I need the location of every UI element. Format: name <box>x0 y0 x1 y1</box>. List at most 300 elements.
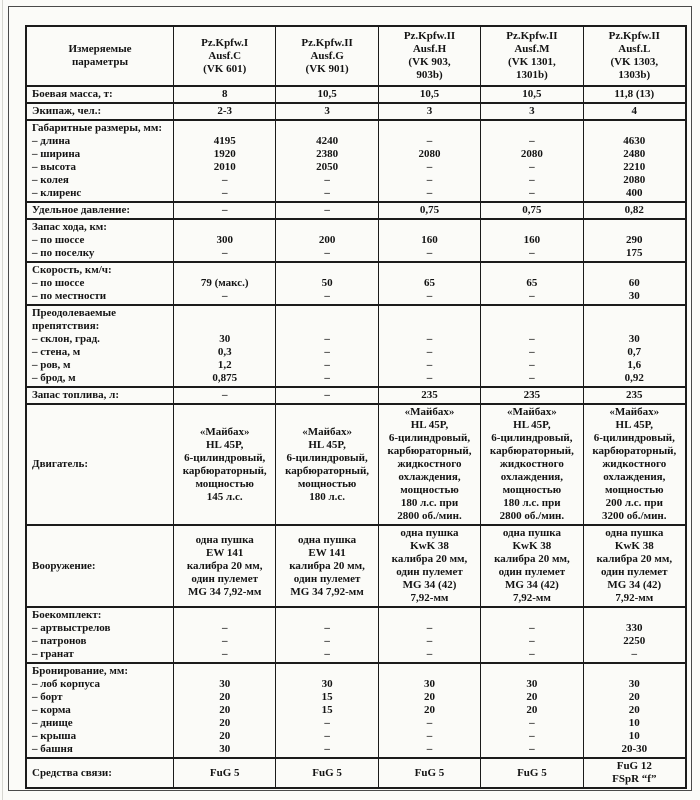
cell-line: – <box>426 135 433 147</box>
cell-line: 10,5 <box>522 88 542 100</box>
cell-line: Запас топлива, л: <box>32 389 120 401</box>
cell-fuel-col4 <box>480 388 582 403</box>
cell-line: – <box>221 187 228 199</box>
cell-line <box>177 320 272 333</box>
cell-line: – <box>324 717 330 729</box>
cell-range-col2 <box>275 220 377 261</box>
cell-line: – ширина <box>32 148 81 160</box>
cell-line: – <box>529 635 535 647</box>
cell-line: – <box>426 290 433 302</box>
cell-line: «Майбах» <box>404 406 455 418</box>
cell-line: 903b) <box>416 69 443 81</box>
cell-ground-pressure-col5 <box>583 203 685 218</box>
cell-line: KwK 38 <box>410 540 449 552</box>
cell-line <box>587 221 682 234</box>
section-obstacles <box>27 304 685 386</box>
cell-line: 6-цилиндровый, <box>286 451 368 464</box>
cell-engine-col3 <box>378 405 480 524</box>
cell-line: жидкостного <box>602 458 667 470</box>
cell-line: 1920 <box>213 148 236 160</box>
cell-line: – <box>324 730 330 742</box>
cell-header-col2 <box>275 27 377 85</box>
cell-combat-weight-col2 <box>275 87 377 102</box>
cell-line: 1,6 <box>627 359 642 371</box>
cell-line: EW 141 <box>308 546 346 559</box>
cell-line: KwK 38 <box>512 540 552 552</box>
cell-line: 2080 <box>520 148 543 160</box>
cell-line: – <box>426 333 433 345</box>
cell-line: «Майбах» <box>609 406 660 418</box>
cell-line: мощностью <box>297 477 357 490</box>
cell-line: 20 <box>219 704 231 716</box>
cell-range-col1 <box>173 220 275 261</box>
cell-engine-col4 <box>480 405 582 524</box>
cell-line: – <box>324 333 330 345</box>
cell-line <box>177 264 272 277</box>
cell-combat-weight-col5 <box>583 87 685 102</box>
cell-line: – <box>529 346 535 358</box>
cell-line: Ausf.L <box>618 43 651 55</box>
cell-line <box>382 609 477 622</box>
cell-line: – <box>529 743 535 755</box>
cell-line: – стена, м <box>32 346 81 358</box>
cell-line: 7,92-мм <box>512 592 551 604</box>
cell-line: 20 <box>628 704 640 716</box>
cell-line: 20 <box>526 691 538 703</box>
row-label-dimensions <box>27 121 173 201</box>
cell-ground-pressure-col4 <box>480 203 582 218</box>
cell-line: – <box>529 187 535 199</box>
cell-line: – <box>529 135 535 147</box>
cell-header-col1 <box>173 27 275 85</box>
cell-line: – <box>529 174 535 186</box>
cell-line: 200 <box>318 234 336 246</box>
cell-fuel-col1 <box>173 388 275 403</box>
cell-line: – <box>426 372 433 384</box>
cell-line <box>177 122 272 135</box>
cell-line: (VK 1301, <box>508 56 556 68</box>
cell-line: FuG 12 <box>616 760 652 772</box>
cell-line: – <box>221 174 228 186</box>
cell-line: – крыша <box>32 730 77 742</box>
cell-line: 2380 <box>316 148 339 160</box>
cell-line: (VK 601) <box>203 62 247 75</box>
cell-line <box>279 609 374 622</box>
cell-line: HL 45P, <box>410 419 449 431</box>
cell-line <box>587 264 682 277</box>
cell-line: 180 л.с. <box>309 490 345 503</box>
cell-line: 6-цилиндровый, <box>184 451 266 464</box>
cell-line: – по местности <box>32 290 107 302</box>
section-armor <box>27 662 685 757</box>
cell-line: 235 <box>626 389 643 401</box>
cell-speed-col3 <box>378 263 480 304</box>
cell-line <box>587 320 682 333</box>
section-fuel <box>27 386 685 403</box>
section-engine <box>27 403 685 524</box>
cell-line <box>484 264 579 277</box>
cell-line: – <box>529 161 535 173</box>
cell-line: – по поселку <box>32 247 95 259</box>
cell-line: – <box>324 247 330 259</box>
cell-line: – <box>324 743 330 755</box>
cell-comms-col4 <box>480 759 582 787</box>
cell-engine-col2 <box>275 405 377 524</box>
section-speed <box>27 261 685 304</box>
cell-armor-col2 <box>275 664 377 757</box>
cell-ground-pressure-col3 <box>378 203 480 218</box>
cell-line: «Майбах» <box>302 425 352 438</box>
cell-line: Двигатель: <box>32 458 88 470</box>
cell-line: 30 <box>219 678 231 690</box>
cell-ammunition-col3 <box>378 608 480 662</box>
cell-line: – <box>426 648 433 660</box>
cell-line <box>382 264 477 277</box>
cell-line: – <box>324 174 330 186</box>
cell-line: 20 <box>219 730 231 742</box>
cell-line: охлаждения, <box>398 471 461 483</box>
cell-line: – борт <box>32 691 63 703</box>
row-label-engine <box>27 405 173 524</box>
cell-ammunition-col4 <box>480 608 582 662</box>
cell-line: Pz.Kpfw.II <box>403 30 456 42</box>
cell-line: Ausf.M <box>514 43 550 55</box>
cell-line: Экипаж, чел.: <box>32 105 102 117</box>
cell-line: – <box>221 204 228 216</box>
cell-line: 0,7 <box>627 346 642 358</box>
cell-fuel-col3 <box>378 388 480 403</box>
cell-line: Боекомплект: <box>32 609 102 621</box>
cell-line: 1,2 <box>217 359 232 371</box>
cell-dimensions-col3 <box>378 121 480 201</box>
cell-ground-pressure-col1 <box>173 203 275 218</box>
cell-range-col5 <box>583 220 685 261</box>
cell-line: мощностью <box>195 477 254 490</box>
cell-line: один пулемет <box>293 572 361 585</box>
cell-line: 4 <box>631 105 638 117</box>
cell-line: 0,82 <box>624 204 644 216</box>
cell-line: карбюраторный, <box>182 464 267 477</box>
cell-line: 3 <box>529 105 535 117</box>
cell-line: 2250 <box>623 635 646 647</box>
cell-line: 7,92-мм <box>410 592 449 604</box>
row-label-obstacles <box>27 306 173 386</box>
cell-line: 6-цилиндровый, <box>388 432 471 444</box>
cell-line: – патронов <box>32 635 87 647</box>
cell-line: одна пушка <box>400 527 459 539</box>
cell-line: 7,92-мм <box>615 592 654 604</box>
cell-line: Ausf.G <box>310 49 344 62</box>
cell-line: калибра 20 мм, <box>494 553 570 565</box>
cell-line: карбюраторный, <box>387 445 472 457</box>
cell-dimensions-col2 <box>275 121 377 201</box>
cell-header-col3 <box>378 27 480 85</box>
cell-line: – <box>426 346 433 358</box>
cell-line <box>484 609 579 622</box>
cell-line: 79 (макс.) <box>200 277 249 289</box>
cell-engine-col1 <box>173 405 275 524</box>
cell-line: Габаритные размеры, мм: <box>32 122 163 134</box>
cell-speed-col1 <box>173 263 275 304</box>
cell-line: 8 <box>221 88 228 100</box>
cell-line: 20 <box>423 691 435 703</box>
cell-line: – высота <box>32 161 77 173</box>
cell-obstacles-col2 <box>275 306 377 386</box>
tank-spec-table <box>25 25 687 789</box>
cell-line: MG 34 (42) <box>402 579 457 591</box>
cell-line: 2-3 <box>217 105 233 117</box>
cell-line: 10,5 <box>317 88 337 100</box>
cell-armament-col3 <box>378 526 480 606</box>
cell-line: 300 <box>216 234 233 246</box>
cell-line: Скорость, км/ч: <box>32 264 112 276</box>
cell-line: одна пушка <box>605 527 664 539</box>
cell-line: Ausf.C <box>208 49 242 62</box>
cell-line: одна пушка <box>502 527 561 539</box>
cell-line: – склон, град. <box>32 333 100 345</box>
cell-line: (VK 901) <box>305 62 349 75</box>
row-label-header <box>27 27 173 85</box>
cell-line: один пулемет <box>498 566 566 578</box>
cell-line: 60 <box>628 277 640 289</box>
cell-line: 6-цилиндровый, <box>491 432 573 444</box>
cell-crew-col5 <box>583 104 685 119</box>
cell-line: FuG 5 <box>517 766 547 779</box>
cell-line <box>279 665 374 678</box>
row-label-combat-weight <box>27 87 173 102</box>
cell-line: HL 45P, <box>308 438 346 451</box>
cell-line: 180 л.с. при <box>503 497 561 509</box>
cell-header-col4 <box>480 27 582 85</box>
cell-armament-col1 <box>173 526 275 606</box>
cell-line <box>484 307 579 320</box>
cell-line: 200 л.с. при <box>605 497 663 509</box>
cell-line: 145 л.с. <box>206 490 243 503</box>
cell-line: – <box>324 622 330 634</box>
cell-armor-col1 <box>173 664 275 757</box>
cell-line: Преодолеваемые <box>32 307 116 319</box>
cell-line: – <box>324 648 330 660</box>
cell-armor-col5 <box>583 664 685 757</box>
cell-line: 2050 <box>316 161 339 173</box>
cell-line: один пулемет <box>191 572 258 585</box>
cell-line: одна пушка <box>195 533 254 546</box>
section-combat-weight <box>27 85 685 102</box>
cell-line: – <box>529 622 535 634</box>
cell-line: FuG 5 <box>209 766 240 779</box>
cell-comms-col5 <box>583 759 685 787</box>
cell-line: FuG 5 <box>312 766 342 779</box>
cell-line: FSpR “f” <box>612 773 657 785</box>
cell-line: 3200 об./мин. <box>602 510 667 522</box>
cell-line: – лоб корпуса <box>32 678 100 690</box>
cell-line: препятствия: <box>32 320 100 332</box>
section-ammunition <box>27 606 685 662</box>
cell-line: 235 <box>523 389 541 401</box>
cell-line: 15 <box>321 704 333 716</box>
cell-obstacles-col4 <box>480 306 582 386</box>
cell-line: 1303b) <box>618 69 651 81</box>
cell-line: 0,875 <box>212 372 238 384</box>
cell-line: мощностью <box>605 484 664 496</box>
cell-line: 2080 <box>623 174 646 186</box>
cell-speed-col2 <box>275 263 377 304</box>
cell-line: 65 <box>526 277 538 289</box>
row-label-range <box>27 220 173 261</box>
cell-line: – <box>529 359 535 371</box>
cell-line <box>382 320 477 333</box>
cell-speed-col4 <box>480 263 582 304</box>
cell-line: 2800 об./мин. <box>397 510 462 522</box>
cell-line: один пулемет <box>601 566 668 578</box>
row-label-crew <box>27 104 173 119</box>
cell-line: 65 <box>423 277 435 289</box>
cell-ammunition-col2 <box>275 608 377 662</box>
cell-line: Измеряемые <box>68 43 132 55</box>
cell-line: HL 45P, <box>513 419 551 431</box>
cell-line: 4240 <box>316 135 339 147</box>
cell-line: мощностью <box>502 484 562 496</box>
cell-line <box>587 665 682 678</box>
cell-line: – <box>221 635 228 647</box>
cell-comms-col2 <box>275 759 377 787</box>
cell-line: калибра 20 мм, <box>186 559 263 572</box>
cell-line: – башня <box>32 743 73 755</box>
cell-line: Pz.Kpfw.II <box>301 36 353 49</box>
cell-line: – <box>426 359 433 371</box>
cell-line: Вооружение: <box>32 559 96 572</box>
cell-line: HL 45P, <box>615 419 654 431</box>
section-comms <box>27 757 685 787</box>
cell-line: – артвыстрелов <box>32 622 111 634</box>
cell-speed-col5 <box>583 263 685 304</box>
cell-line: (VK 903, <box>408 56 451 68</box>
cell-line: KwK 38 <box>614 540 654 552</box>
cell-crew-col3 <box>378 104 480 119</box>
cell-line: 2080 <box>418 148 441 160</box>
cell-combat-weight-col3 <box>378 87 480 102</box>
cell-line <box>177 221 272 234</box>
cell-line: 160 <box>421 234 438 246</box>
cell-line: калибра 20 мм, <box>289 559 365 572</box>
cell-line: 175 <box>626 247 643 259</box>
cell-line: – <box>529 648 535 660</box>
cell-line: карбюраторный, <box>285 464 370 477</box>
cell-line: 30 <box>219 333 231 345</box>
cell-line: – <box>426 635 433 647</box>
cell-line: Pz.Kpfw.II <box>506 30 558 42</box>
cell-line: 10 <box>628 717 640 729</box>
cell-line: 20 <box>219 691 231 703</box>
cell-line: 290 <box>626 234 643 246</box>
cell-line: – <box>529 730 535 742</box>
cell-line: – <box>221 622 228 634</box>
cell-line: – <box>426 743 433 755</box>
cell-line: 0,75 <box>419 204 440 216</box>
cell-line <box>484 221 579 234</box>
section-range <box>27 218 685 261</box>
cell-line: – <box>426 161 433 173</box>
cell-line: – <box>529 717 535 729</box>
cell-engine-col5 <box>583 405 685 524</box>
cell-combat-weight-col4 <box>480 87 582 102</box>
cell-line: «Майбах» <box>507 406 557 418</box>
cell-line: 2800 об./мин. <box>499 510 565 522</box>
cell-line: 3 <box>324 105 330 117</box>
cell-line: мощностью <box>400 484 459 496</box>
cell-line: – <box>324 635 330 647</box>
cell-line: – <box>221 290 228 302</box>
cell-line: 160 <box>523 234 541 246</box>
cell-line: – <box>426 247 433 259</box>
section-dimensions <box>27 119 685 201</box>
cell-line: Ausf.H <box>412 43 447 55</box>
cell-line: карбюраторный, <box>489 445 574 457</box>
cell-line <box>484 665 579 678</box>
cell-line: 4195 <box>213 135 236 147</box>
cell-header-col5 <box>583 27 685 85</box>
cell-line: жидкостного <box>397 458 462 470</box>
cell-line <box>484 122 579 135</box>
cell-line: охлаждения, <box>603 471 666 483</box>
cell-line: 0,92 <box>624 372 644 384</box>
cell-line: – клиренс <box>32 187 82 199</box>
cell-line <box>382 665 477 678</box>
cell-line: – <box>529 247 535 259</box>
cell-fuel-col2 <box>275 388 377 403</box>
cell-line: Боевая масса, т: <box>32 88 113 100</box>
cell-line: 20 <box>423 704 435 716</box>
row-label-ground-pressure <box>27 203 173 218</box>
cell-line: одна пушка <box>298 533 357 546</box>
cell-line: Бронирование, мм: <box>32 665 129 677</box>
cell-obstacles-col3 <box>378 306 480 386</box>
cell-line <box>484 320 579 333</box>
cell-line: 30 <box>628 678 640 690</box>
cell-line: MG 34 7,92-мм <box>188 585 262 598</box>
page-border-frame <box>8 6 692 791</box>
cell-ammunition-col5 <box>583 608 685 662</box>
cell-line: Pz.Kpfw.I <box>201 36 249 49</box>
cell-line: карбюраторный, <box>592 445 677 457</box>
cell-line: 0,75 <box>522 204 542 216</box>
cell-line: – <box>221 389 228 401</box>
cell-line: калибра 20 мм, <box>391 553 468 565</box>
cell-line: 6-цилиндровый, <box>593 432 675 444</box>
cell-line: – <box>221 648 228 660</box>
cell-line <box>382 307 477 320</box>
cell-line: – <box>529 372 535 384</box>
cell-line: – брод, м <box>32 372 76 384</box>
section-crew <box>27 102 685 119</box>
cell-line: 30 <box>423 678 435 690</box>
cell-line: – <box>324 372 330 384</box>
cell-line: 235 <box>421 389 438 401</box>
cell-line: – <box>631 648 638 660</box>
cell-line: – <box>426 622 433 634</box>
cell-line: 10,5 <box>419 88 440 100</box>
cell-line: – днище <box>32 717 73 729</box>
cell-line <box>177 609 272 622</box>
section-ground-pressure <box>27 201 685 218</box>
cell-line: 20 <box>628 691 640 703</box>
cell-line: 30 <box>526 678 538 690</box>
row-label-ammunition <box>27 608 173 662</box>
row-label-comms <box>27 759 173 787</box>
cell-line <box>587 609 682 622</box>
cell-line: параметры <box>71 56 129 68</box>
cell-line: – <box>426 717 433 729</box>
